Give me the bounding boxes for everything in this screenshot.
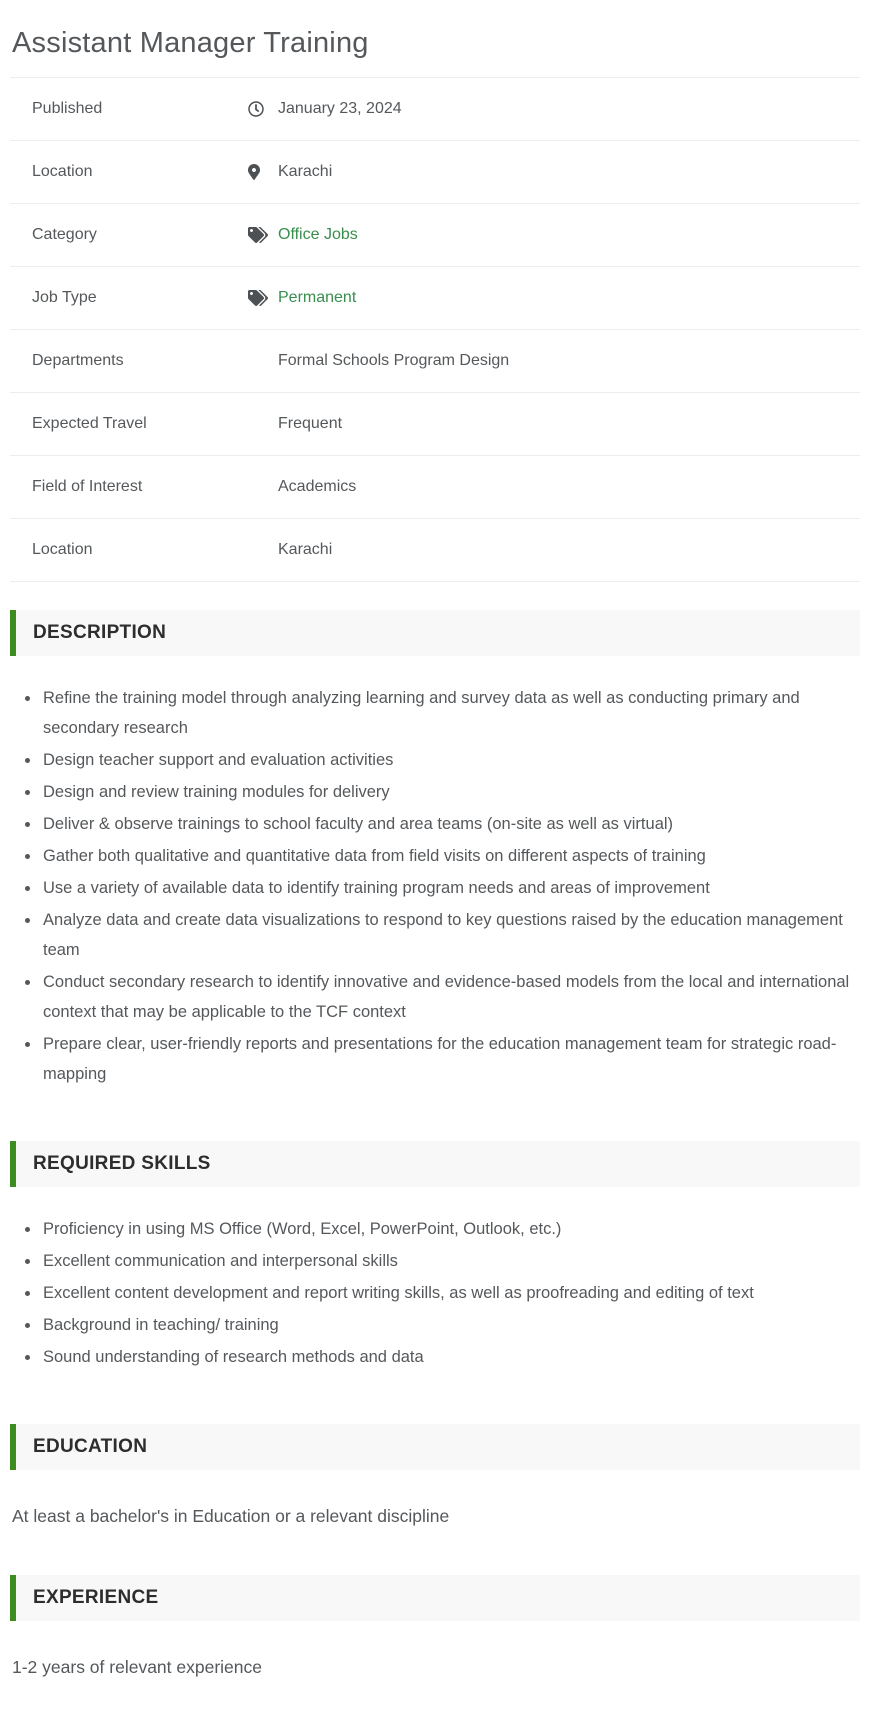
meta-value: [248, 541, 332, 559]
map-marker-icon: [248, 164, 278, 180]
meta-value: [248, 163, 332, 181]
meta-label: Category: [32, 226, 97, 243]
meta-value-text: Karachi: [278, 163, 333, 180]
section-heading-experience: EXPERIENCE: [10, 1575, 860, 1621]
meta-label: Location: [32, 541, 93, 558]
meta-row-location: [10, 519, 860, 582]
meta-row-published: [10, 78, 860, 141]
list-item: • Deliver & observe trainings to school faculty and area teams (on-site as well as virtual): [41, 809, 860, 839]
meta-row-category: [10, 204, 860, 267]
list-item: • Excellent communication and interpersonal skills: [41, 1246, 860, 1276]
meta-value: [248, 415, 342, 433]
section-text-education: At least a bachelor's in Education or a relevant discipline: [12, 1506, 450, 1526]
list-item: • Background in teaching/ training: [41, 1310, 860, 1340]
meta-label: Field of Interest: [32, 478, 143, 495]
meta-value-text: January 23, 2024: [278, 100, 402, 117]
section-heading-description: DESCRIPTION: [10, 610, 860, 656]
job-sections: [10, 610, 860, 1680]
meta-label: Published: [32, 100, 103, 117]
list-item: • Design teacher support and evaluation activities: [41, 745, 860, 775]
meta-row-location: [10, 141, 860, 204]
meta-row-expected-travel: [10, 393, 860, 456]
meta-label: Location: [32, 163, 93, 180]
meta-value: [248, 289, 356, 307]
page-title: Assistant Manager Training: [10, 0, 860, 78]
clock-icon: [248, 101, 278, 117]
job-meta-table: [10, 78, 860, 582]
list-item: • Proficiency in using MS Office (Word, Excel, PowerPoint, Outlook, etc.): [41, 1214, 860, 1244]
meta-value: [248, 226, 358, 244]
list-item: • Excellent content development and report writing skills, as well as proofreading and editing of text: [41, 1278, 860, 1308]
meta-value-text: Karachi: [278, 541, 333, 558]
section-list-required-skills: [10, 1214, 860, 1372]
list-item: • Use a variety of available data to identify training program needs and areas of improvement: [41, 873, 860, 903]
list-item: • Refine the training model through analyzing learning and survey data as well as conducting primary and secondary research: [41, 683, 860, 743]
meta-label: Expected Travel: [32, 415, 147, 432]
meta-row-departments: [10, 330, 860, 393]
list-item: • Gather both qualitative and quantitative data from field visits on different aspects of training: [41, 841, 860, 871]
section-heading-education: EDUCATION: [10, 1424, 860, 1470]
tags-icon: [248, 227, 278, 243]
meta-row-job-type: [10, 267, 860, 330]
office-jobs-link[interactable]: Office Jobs: [278, 226, 358, 243]
tags-icon: [248, 290, 278, 306]
meta-value-text: Formal Schools Program Design: [278, 352, 510, 369]
meta-value-text: Frequent: [278, 415, 343, 432]
list-item: • Sound understanding of research methods and data: [41, 1342, 860, 1372]
meta-label: Job Type: [32, 289, 97, 306]
meta-value: [248, 100, 402, 118]
list-item: • Conduct secondary research to identify innovative and evidence-based models from the local and international context that may be applicable to the TCF context: [41, 967, 860, 1027]
section-list-description: [10, 683, 860, 1089]
section-text-experience: 1-2 years of relevant experience: [12, 1657, 262, 1677]
meta-value: [248, 478, 356, 496]
meta-label: Departments: [32, 352, 124, 369]
list-item: • Design and review training modules for delivery: [41, 777, 860, 807]
section-heading-required-skills: REQUIRED SKILLS: [10, 1141, 860, 1187]
list-item: • Prepare clear, user-friendly reports and presentations for the education management team for strategic road-mapping: [41, 1029, 860, 1089]
list-item: • Analyze data and create data visualizations to respond to key questions raised by the education management team: [41, 905, 860, 965]
meta-value-text: Academics: [278, 478, 357, 495]
permanent-link[interactable]: Permanent: [278, 289, 357, 306]
meta-value: [248, 352, 509, 370]
meta-row-field-of-interest: [10, 456, 860, 519]
